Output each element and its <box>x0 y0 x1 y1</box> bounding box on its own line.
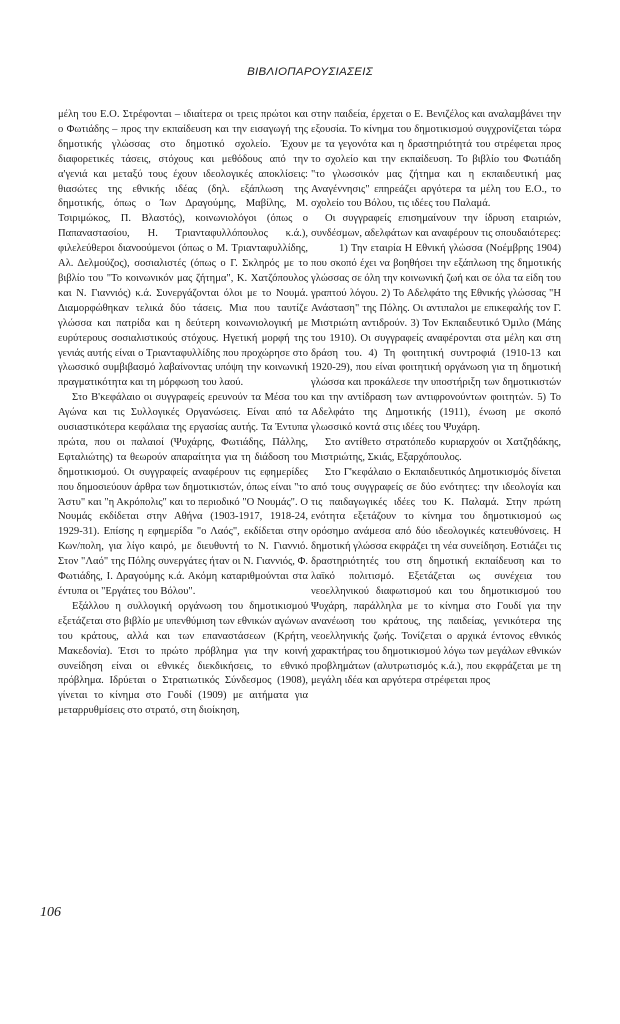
paragraph: Στο Γ'κεφάλαιο ο Εκπαιδευτικός Δημοτικισμός δίνεται από τους συγγραφείς σε δύο ενότητες: την ιδεολογία και τις παιδαγωγικές ιδέες του Κ. Παλαμά. Στην πρώτη ενότητα εξετάζουν το κίνημα του δημοτικισμού ως ορόσημο ανάμεσα από δύο ιδεολογικές κατευθύνσεις. Η δημοτική γλώσσα εκφράζει τη νέα συνείδηση. Εστιάζει τις δραστηριότητές του στη δημοτική εκπαίδευση και το λαϊκό πολιτισμό. Εξετάζεται ως συνέχεια του νεοελληνικού διαφωτισμού και του δημοτικισμού του Ψυχάρη, παράλληλα με το κίνημα στο Γουδί για την ανανέωση του κράτους, της παιδείας, γενικότερα της νεοελληνικής ζωής. Τονίζεται ο αρχικά έντονος εθνικός χαρακτήρας του δημοτικισμού λόγω των μεγάλων εθνικών προβλημάτων (αλυτρωτισμός κ.ά.), που εκφράζεται με τη μεγάλη ιδέα και αργότερα στρέφεται προς <box>311 466 562 687</box>
left-column <box>58 108 308 719</box>
paragraph: Οι συγγραφείς επισημαίνουν την ίδρυση εταιριών, συνδέσμων, αδελφάτων και αναφέρουν τις σπουδαιότερες: <box>311 213 561 240</box>
paragraph: Στο αντίθετο στρατόπεδο κυριαρχούν οι Χατζηδάκης, Μιστριώτης, Σκιάς, Εξαρχόπουλος. <box>311 436 561 463</box>
right-column <box>311 108 561 689</box>
paragraph: 1) Την εταιρία Η Εθνική γλώσσα (Νοέμβρης 1904) που σκοπό έχει να βοηθήσει την εξάπλωση της δημοτικής γλώσσας σε όλη την κοινωνική ζωή και σε όλα τα είδη του γραπτού λόγου. 2) Το Αδελφάτο της Εθνικής γλώσσας "Η Ανάσταση" της Πόλης. Οι αντιπαλοι με επικεφαλής τον Γ. Μιστριώτη αντιδρούν. 3) Τον Εκπαιδευτικό Όμιλο (Μάης του 1910). Οι συγγραφείς αναφέρονται στα μέλη και στη δράση του. 4) Τη φοιτητική συντροφιά (1910-13 και 1920-29), που είναι φοιτητική οργάνωση για τη δημοτική γλώσσα και προκάλεσε την υποστήριξη των δημοτικιστών και την αντίδραση των αντιφρονούντων φοιτητών. 5) Το Αδελφάτο της Δημοτικής (1911), ένωση με σκοπό γλωσσικό κοντά στις ιδέες του Ψυχάρη. <box>311 243 561 434</box>
paragraph: Στο Β'κεφάλαιο οι συγγραφείς ερευνούν τα Μέσα του Αγώνα και τις Συλλογικές Οργανώσεις. Είναι από τα ουσιαστικότερα κεφάλαια της εργασίας αυτής. Τα Έντυπα πρώτα, που οι παλαιοί (Ψυχάρης, Φωτιάδης, Πάλλης, Εφταλιώτης) τα θεωρούν απαραίτητα για τη διάδοση του δημοτικισμού. Οι συγγραφείς αναφέρουν τις εφημερίδες που δημοσιεύουν άρθρα των δημοτικιστών, όπως είναι "το Άστυ" και "η Ακρόπολις" και το περιοδικό "Ο Νουμάς". Ο Νουμάς εκδίδεται στην Αθήνα (1903-1917, 1918-24, 1929-31). Επίσης η εφημερίδα "ο Λαός", εκδίδεται στην Κων/πολη, για λίγο καιρό, με διευθυντή το Ν. Γιαννιό. Στον "Λαό" της Πόλης συνεργάτες ήταν οι Ν. Γιαννιός, Φ. Φωτιάδης, Ι. Δραγούμης κ.ά. Ακόμη καταριθμούνται στα έντυπα οι "Εργάτες του Βόλου". <box>58 392 308 597</box>
running-header: ΒΙΒΛΙΟΠΑΡΟΥΣΙΑΣΕΙΣ <box>247 66 373 78</box>
page-number: 106 <box>40 905 61 920</box>
paragraph: στην παιδεία, έρχεται ο Ε. Βενιζέλος και αναλαμβάνει την εξουσία. Το κίνημα του δημοτικισμού συγχρονίζεται τώρα με τα γεγονότα και η δραστηριότητά του στρέφεται προς το σχολείο και την εκπαίδευση. Το βιβλίο του Φωτιάδη "το γλωσσικόν μας ζήτημα και η εκπαιδευτική μας Αναγέννησις" επηρεάζει αργότερα τα μέλη του Ε.Ο., το σχολείο του Βόλου, τις ιδέες του Παλαμά. <box>311 109 561 210</box>
paragraph: Εξάλλου η συλλογική οργάνωση του δημοτικισμού εξετάζεται στο βιβλίο με υπενθύμιση των εθνικών αγώνων του κράτους, αλλά και των επαναστάσεων (Κρήτη, Μακεδονία). Έτσι το πρώτο πρόβλημα για την κοινή συνείδηση είναι οι εθνικές διεκδικήσεις, το εθνικό πρόβλημα. Ιδρύεται ο Στρατιωτικός Σύνδεσμος (1908), γίνεται το κίνημα στο Γουδί (1909) με αιτήματα για μεταρρυθμίσεις στο στρατό, στη διοίκηση, <box>58 600 308 717</box>
paragraph: μέλη του Ε.Ο. Στρέφονται – ιδιαίτερα οι τρεις πρώτοι και ο Φωτιάδης – προς την εκπαίδευση και την εισαγωγή της δημοτικής γλώσσας στο δημοτικό σχολείο. Έχουν διαφορετικές τάσεις, στόχους και μεθόδους από την α'γενιά και μεταξύ τους έχουν ιδεολογικές αποκλίσεις: θιασώτες της εθνικής ιδέας (δηλ. εξάπλωση της δημοτικής, όπως ο Ίων Δραγούμης, Μαβίλης, Μ. Τσιριμώκος, Π. Βλαστός), κοινωνιολόγοι (όπως ο Παπαναστασίου, Η. Τριανταφυλλόπουλος κ.ά.), φιλελεύθεροι διανοούμενοι (όπως ο Μ. Τριανταφυλλίδης, Αλ. Δελμούζος), σοσιαλιστές (όπως ο Γ. Σκληρός με το βιβλίο του "Το κοινωνικόν μας ζήτημα", Κ. Χατζόπουλος και Ν. Γιαννιός) κ.ά. Συνεργάζονται όλοι με το Νουμά. Διαμορφώθηκαν τελικά δύο τάσεις. Μια που ταυτίζε γλώσσα και πατρίδα και η δεύτερη κοινωνιολογική με ευρύτερους σοσιαλιστικούς στόχους. Ηγετική μορφή της γενιάς αυτής είναι ο Τριανταφυλλίδης που προχώρησε στο γλωσσικό συμβιβασμό λαβαίνοντας υπόψη την κοινωνική πραγματικότητα και τη μόρφωση του λαού. <box>58 109 308 389</box>
